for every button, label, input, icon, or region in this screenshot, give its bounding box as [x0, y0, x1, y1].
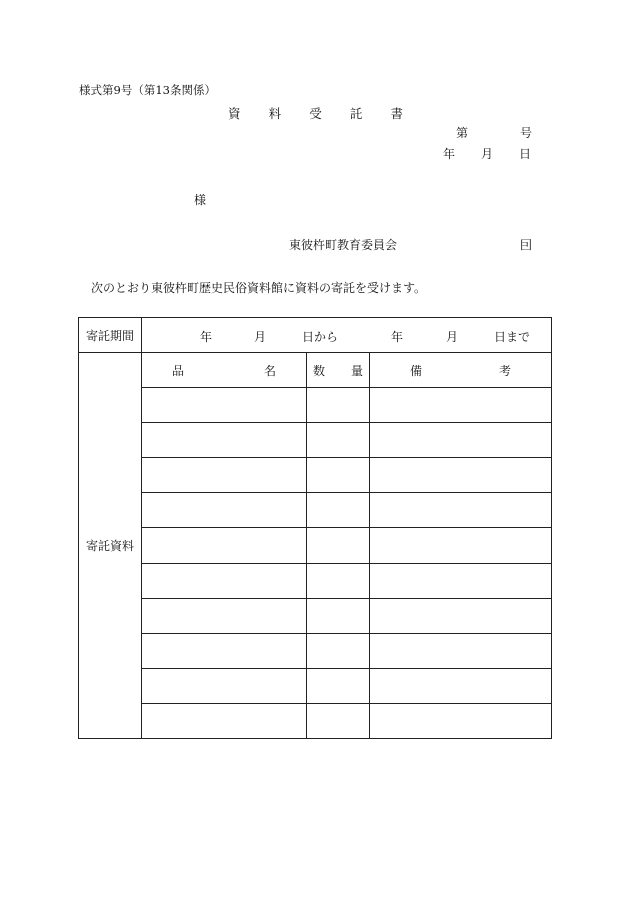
addressee-honorific: 様	[194, 193, 207, 207]
period-row	[79, 318, 552, 353]
table-row	[79, 458, 552, 493]
quantity-cell[interactable]	[307, 493, 370, 528]
number-suffix: 号	[519, 126, 532, 140]
deposit-form-table	[78, 317, 552, 739]
item-name-cell[interactable]	[142, 633, 307, 668]
quantity-cell[interactable]	[307, 388, 370, 423]
remarks-cell[interactable]	[370, 633, 552, 668]
item-name-header: 品 名	[142, 353, 307, 388]
period-field[interactable]	[142, 318, 552, 353]
issue-date-line	[443, 145, 531, 162]
date-day-label: 日	[518, 147, 531, 161]
remarks-cell[interactable]	[370, 458, 552, 493]
item-name-cell[interactable]	[142, 423, 307, 458]
item-name-cell[interactable]	[142, 528, 307, 563]
table-row	[79, 528, 552, 563]
remarks-cell[interactable]	[370, 598, 552, 633]
item-name-cell[interactable]	[142, 563, 307, 598]
item-name-cell[interactable]	[142, 388, 307, 423]
table-row	[79, 633, 552, 668]
item-name-cell[interactable]	[142, 493, 307, 528]
table-row	[79, 703, 552, 738]
remarks-cell[interactable]	[370, 423, 552, 458]
materials-label: 寄託資料	[79, 353, 142, 739]
table-row	[79, 388, 552, 423]
remarks-cell[interactable]	[370, 528, 552, 563]
period-start-day: 日から	[302, 330, 339, 344]
remarks-cell[interactable]	[370, 493, 552, 528]
remarks-cell[interactable]	[370, 388, 552, 423]
number-prefix: 第	[456, 126, 469, 140]
table-row	[79, 598, 552, 633]
quantity-cell[interactable]	[307, 633, 370, 668]
quantity-cell[interactable]	[307, 528, 370, 563]
materials-header-row	[79, 353, 552, 388]
quantity-cell[interactable]	[307, 458, 370, 493]
title-char: 資	[228, 106, 241, 121]
form-number: 様式第9号（第13条関係）	[79, 83, 216, 97]
remarks-header: 備 考	[370, 353, 552, 388]
table-row	[79, 493, 552, 528]
statement-text: 次のとおり東彼杵町歴史民俗資料館に資料の寄託を受けます。	[91, 281, 427, 295]
title-char: 書	[390, 106, 403, 121]
table-row	[79, 668, 552, 703]
title-char: 料	[268, 106, 282, 121]
date-month-label: 月	[480, 147, 493, 161]
document-number-line	[456, 124, 532, 141]
remarks-cell[interactable]	[370, 703, 552, 738]
item-name-cell[interactable]	[142, 703, 307, 738]
period-end-year: 年	[391, 330, 404, 344]
date-year-label: 年	[443, 147, 456, 161]
period-start-year: 年	[200, 330, 213, 344]
table-row	[79, 423, 552, 458]
item-name-cell[interactable]	[142, 458, 307, 493]
period-end-day: 日まで	[494, 330, 531, 344]
title-char: 受	[309, 106, 322, 121]
quantity-cell[interactable]	[307, 598, 370, 633]
quantity-cell[interactable]	[307, 563, 370, 598]
quantity-cell[interactable]	[307, 423, 370, 458]
period-label: 寄託期間	[79, 318, 142, 353]
remarks-cell[interactable]	[370, 668, 552, 703]
seal-mark: 囙	[520, 238, 533, 252]
period-start-month: 月	[254, 330, 267, 344]
period-end-month: 月	[446, 330, 459, 344]
remarks-cell[interactable]	[370, 563, 552, 598]
document-title	[228, 104, 403, 122]
item-name-cell[interactable]	[142, 668, 307, 703]
issuer-name: 東彼杵町教育委員会	[289, 238, 398, 252]
quantity-header: 数 量	[307, 353, 370, 388]
item-name-cell[interactable]	[142, 598, 307, 633]
title-char: 託	[349, 106, 363, 121]
table-row	[79, 563, 552, 598]
quantity-cell[interactable]	[307, 668, 370, 703]
quantity-cell[interactable]	[307, 703, 370, 738]
